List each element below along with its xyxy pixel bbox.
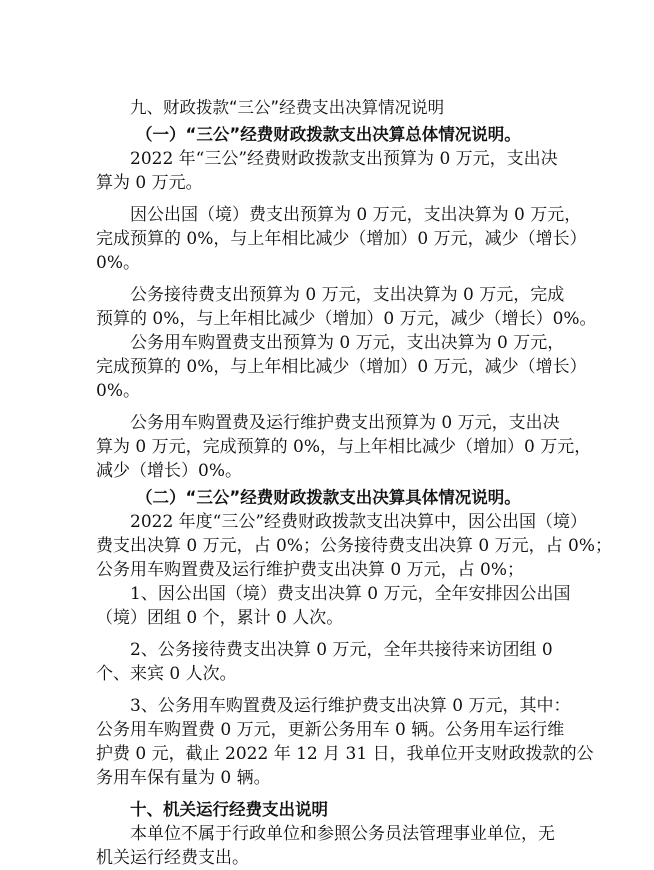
- section10-paragraph-1: [96, 822, 566, 870]
- detail-paragraph-2: [96, 582, 571, 630]
- text-line: 2022 年“三公”经费财政拨款支出预算为 0 万元，支出决: [130, 149, 558, 169]
- text-line: 因公出国（境）费支出预算为 0 万元，支出决算为 0 万元，: [130, 205, 582, 225]
- document-page: [96, 96, 612, 868]
- text-line: 护费 0 元，截止 2022 年 12 月 31 日，我单位开支财政拨款的公: [96, 744, 594, 764]
- text-line: 算为 0 万元。: [96, 173, 203, 193]
- text-line: 完成预算的 0%，与上年相比减少（增加）0 万元，减少（增长）: [96, 229, 587, 249]
- text-line: 2022 年度“三公”经费财政拨款支出决算中，因公出国（境）: [130, 512, 588, 532]
- overall-paragraph-4: [96, 331, 587, 403]
- text-line: 机关运行经费支出。: [96, 848, 249, 868]
- text-line: 公务用车购置费及运行维护费支出决算 0 万元，占 0%；: [96, 560, 524, 580]
- text-line: 算为 0 万元，完成预算的 0%，与上年相比减少（增加）0 万元，: [96, 437, 592, 457]
- overall-heading: （一）“三公”经费财政拨款支出决算总体情况说明。: [136, 125, 521, 144]
- text-line: （境）团组 0 个，累计 0 人次。: [96, 608, 344, 628]
- text-line: 公务用车购置费 0 万元，更新公务用车 0 辆。公务用车运行维: [96, 720, 565, 740]
- text-line: 公务用车购置费及运行维护费支出预算为 0 万元，支出决: [130, 413, 560, 433]
- text-line: 个、来宾 0 人次。: [96, 664, 237, 684]
- text-line: 公务接待费支出预算为 0 万元，支出决算为 0 万元，完成: [130, 285, 565, 305]
- text-line: 2、公务接待费支出决算 0 万元，全年共接待来访团组 0: [130, 640, 553, 660]
- detail-heading: （二）“三公”经费财政拨款支出决算具体情况说明。: [136, 488, 521, 507]
- text-line: 1、因公出国（境）费支出决算 0 万元，全年安排因公出国: [130, 584, 571, 604]
- overall-paragraph-2: [96, 203, 587, 275]
- text-line: 完成预算的 0%，与上年相比减少（增加）0 万元，减少（增长）: [96, 357, 587, 377]
- detail-paragraph-3: [96, 638, 566, 686]
- section10-title: 十、机关运行经费支出说明: [130, 800, 328, 819]
- text-line: 公务用车购置费支出预算为 0 万元，支出决算为 0 万元，: [130, 333, 565, 353]
- text-line: 费支出决算 0 万元，占 0%；公务接待费支出决算 0 万元，占 0%；: [96, 536, 612, 556]
- detail-paragraph-1: [96, 510, 612, 582]
- text-line: 3、公务用车购置费及运行维护费支出决算 0 万元，其中：: [130, 696, 571, 716]
- section9-title: 九、财政拨款“三公”经费支出决算情况说明: [130, 98, 445, 117]
- text-line: 预算的 0%，与上年相比减少（增加）0 万元，减少（增长）0%。: [96, 309, 597, 329]
- text-line: 0%。: [96, 253, 140, 273]
- detail-paragraph-4: [96, 694, 594, 790]
- text-line: 0%。: [96, 381, 140, 401]
- text-line: 本单位不属于行政单位和参照公务员法管理事业单位，无: [130, 824, 555, 844]
- text-line: 务用车保有量为 0 辆。: [96, 768, 271, 788]
- overall-paragraph-1: [96, 147, 566, 195]
- text-line: 减少（增长）0%。: [96, 461, 242, 481]
- overall-paragraph-5: [96, 411, 592, 483]
- overall-paragraph-3: [96, 283, 597, 331]
